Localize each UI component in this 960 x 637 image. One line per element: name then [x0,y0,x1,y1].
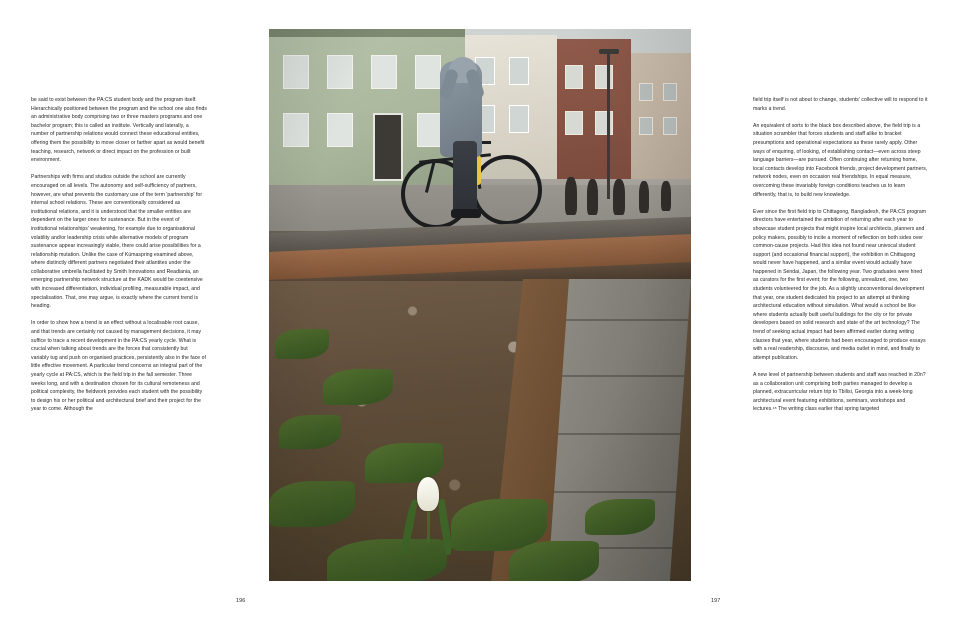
door [373,113,403,181]
page-number-left: 196 [236,598,246,604]
window [565,65,583,89]
plant-tuft [585,499,655,535]
paragraph: In order to show how a trend is an effect without a localisable root cause, and that trends are certainly not caused by management decisions, it may suffice to trace a recent development in the PA:CS yearly cycle. What is crucial when talking about trends are the forces that consistently but variably tug and push on organised practices, persistently also in the face of little effective movement. A particular trend concerns an integral part of the yearly cycle at PA:CS, which is the field trip in the fall semester. Three weeks long, and with a destination chosen for its cultural remoteness and political complexity, the fieldwork provides each student with the possibility to design his or her political and architectural brief and their project for the year to come. Although the [31,320,207,413]
right-text-column [753,96,929,414]
street-photograph [269,29,691,581]
window [327,55,353,89]
paving-seam [554,491,676,493]
left-text-column [31,96,207,414]
plant-tuft [323,369,393,405]
window [371,55,397,89]
pedestrian [661,181,671,211]
paragraph: be said to exist between the PA:CS student body and the program itself. Hierarchically positioned between the program and the school one also finds an administrative body comprising two or three masters programs and one bachelor program; this is called an institute. Vertically and laterally, a number of partnership relations would connect these educational entities, offering them the possibility to move closer or farther apart as would benefit teaching, research, network or direct impact on the profession or built environment. [31,97,207,164]
window [327,113,353,147]
window [595,65,613,89]
pedestrian [639,181,649,213]
window [509,105,529,133]
plant-tuft [279,415,341,449]
paragraph: Partnerships with firms and studios outside the school are currently encouraged on all levels. The autonomy and self-sufficiency of partners, however, are what prevents the customary use of the term 'partnership' for internal school relations. These are conventionally considered as institutional relations, and it is understood that the smaller entities are dependent on the larger ones for sustenance. But in the event of institutional relationships' weakening, for example due to organisational volatility and/or leadership crisis while alternative models of program sustenance appear increasingly viable, there could arise possibilities for a relationship mutation. Unlike the case of Kúmaspring examined above, where distinctly different partners negotiated their atlantites under the collaborative umbrella facilitated by Smith Innovations and Readiania, an emerging partnership network structure at the KADK would be coextensive with increased differentiation, individual profiling, measurable impact, and specialisation. That, one may argue, is exactly where the current trend is heading. [31,174,203,310]
plant-tuft [327,539,447,581]
window [663,117,677,135]
bicycle-front-wheel [472,155,542,225]
paving-seam [558,433,680,435]
page-number-right: 197 [711,598,721,604]
crocus-flower [417,477,439,511]
roof-line [269,29,465,37]
paragraph: Ever since the first field trip to Chittagong, Bangladesh, the PA:CS program directors have entertained the ambition of returning after each year to showcase student projects that might inspire local architects, planners and policy makers, possibly to incite a moment of reflection on both sides over common-cause projects. Had this idea not found near univocal student support (and occasional financial support), the exhibition in Chittagong would never have happened, and a similar event would actually have happened in Sendai, Japan, the following year. Two graduates were hired as curators for the first event; for the following, unrealized, one, two students volunteered for the job. As a slightly unconventional development that year, one student dedicated his project to an attempt at thinking architectural education without simulation. What would a school be like where students actually built useful buildings for the city or for private developers based on solid research and state of the art technology? The trend of seeking actual impact had been affirmed earlier during writing classes that year, where students had been encouraged to produce essays with a real readership, discourse, and media outlet in mind, and finally to attempt publication. [753,208,927,361]
street-lamp-post [607,51,610,199]
pedestrian [565,177,577,215]
paragraph: An equivalent of sorts to the black box described above, the field trip is a situation scrambler that forces students and staff alike to bracket presumptions and operational expectations as these rarely apply. Other ways of enquiring, of looking, of establishing contact—even across steep language barriers—are pursued. Often continuing after returning home, local contacts develop into Facebook friends, project development partners, network nodes, even on occasion real friendships. In equal measure, overcoming these invariably foreign conditions teaches us to learn differently, that is, to build new knowledge. [753,122,928,198]
paragraph: field trip itself is not about to change, students' collective will to respond to it marks a trend. [753,97,928,112]
window [663,83,677,101]
paving-seam [566,319,688,321]
paving-strip [548,279,691,581]
cyclist-legs [453,141,477,213]
far-building [631,53,691,189]
window [595,111,613,135]
plant-tuft [269,481,355,527]
pedestrian [587,179,598,215]
pedestrian [613,179,625,215]
paving-seam [562,375,684,377]
brick-building [557,39,631,189]
window [639,117,653,135]
window [639,83,653,101]
plant-tuft [275,329,329,359]
window [565,111,583,135]
window [283,55,309,89]
plant-tuft [509,541,599,581]
window [283,113,309,147]
cyclist-shoe [451,209,481,218]
window [509,57,529,85]
paragraph: A new level of partnership between students and staff was reached in 20n? as a collaboration unit comprising both parties managed to develop a planned, extracurricular return trip to Tbilisi, Georgia into a week-long architectural event featuring exhibitions, seminars, workshops and lectures.¹⁸ The writing class earlier that spring targeted [753,372,926,413]
window [415,55,441,89]
